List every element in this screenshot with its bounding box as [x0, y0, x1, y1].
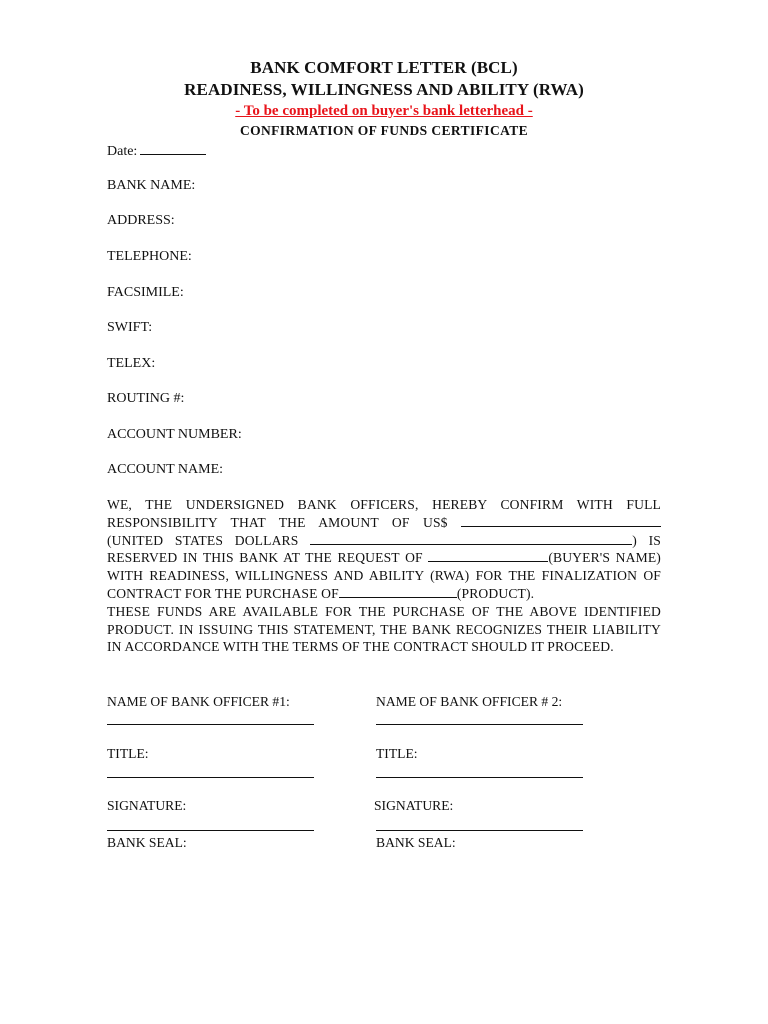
- account-name-label: ACCOUNT NAME:: [107, 462, 224, 477]
- document-subtitle: CONFIRMATION OF FUNDS CERTIFICATE: [239, 123, 529, 138]
- telephone-label: TELEPHONE:: [107, 249, 192, 264]
- statement-part-rwa: (BUYER'S NAME) WITH READINESS, WILLINGNESS AND ABILITY (RWA) FOR THE FINALIZATION OF CONTRACT FOR THE PURCHASE OF: [107, 550, 661, 601]
- confirmation-paragraph: [107, 496, 661, 603]
- statement-part-request: ) IS RESERVED IN THIS BANK AT THE REQUEST OF: [107, 532, 661, 566]
- officer2-title-line: [376, 777, 583, 778]
- statement-part-amount: WE, THE UNDERSIGNED BANK OFFICERS, HEREBY CONFIRM WITH FULL RESPONSIBILITY THAT THE AMOUNT OF US$: [107, 497, 661, 530]
- officer1-name-label: NAME OF BANK OFFICER #1:: [107, 694, 290, 709]
- officer2-name-line: [376, 724, 583, 725]
- date-field: [107, 142, 206, 160]
- product-blank-line: [339, 586, 457, 598]
- statement-part-dollars: (UNITED STATES DOLLARS: [107, 532, 299, 548]
- dollars-blank-line: [310, 533, 632, 545]
- buyer-name-blank-line: [428, 550, 548, 562]
- statement-part-product: (PRODUCT).: [456, 585, 535, 601]
- telex-label: TELEX:: [107, 356, 156, 371]
- confirmation-statement: [107, 496, 661, 656]
- date-blank-line: [140, 142, 206, 155]
- officer2-seal-label: BANK SEAL:: [376, 835, 456, 850]
- officer1-seal-label: BANK SEAL:: [107, 835, 187, 850]
- officer1-signature-line: [107, 830, 314, 831]
- routing-label: ROUTING #:: [107, 391, 185, 406]
- document-title: BANK COMFORT LETTER (BCL): [250, 58, 518, 77]
- officer1-title-line: [107, 777, 314, 778]
- funds-paragraph: THESE FUNDS ARE AVAILABLE FOR THE PURCHASE OF THE ABOVE IDENTIFIED PRODUCT. IN ISSUING THIS STATEMENT, THE BANK RECOGNIZES THEIR LIABILITY IN ACCORDANCE WITH THE TERMS OF THE CONTRACT SHOULD IT PROCEED.: [107, 603, 661, 655]
- officer2-signature-line: [376, 830, 583, 831]
- officer1-title-label: TITLE:: [107, 746, 149, 761]
- amount-blank-line: [461, 515, 661, 527]
- officer2-signature-label: SIGNATURE:: [374, 798, 454, 813]
- officer1-signature-label: SIGNATURE:: [107, 798, 187, 813]
- swift-label: SWIFT:: [107, 320, 153, 335]
- facsimile-label: FACSIMILE:: [107, 285, 184, 300]
- document-title-line2: READINESS, WILLINGNESS AND ABILITY (RWA): [184, 80, 584, 99]
- account-number-label: ACCOUNT NUMBER:: [107, 427, 242, 442]
- officer1-name-line: [107, 724, 314, 725]
- bank-name-label: BANK NAME:: [107, 178, 196, 193]
- date-label: Date:: [107, 144, 138, 159]
- address-label: ADDRESS:: [107, 213, 175, 228]
- letterhead-notice: - To be completed on buyer's bank letterhead -: [235, 103, 533, 119]
- officer2-name-label: NAME OF BANK OFFICER # 2:: [376, 694, 563, 709]
- officer2-title-label: TITLE:: [376, 746, 418, 761]
